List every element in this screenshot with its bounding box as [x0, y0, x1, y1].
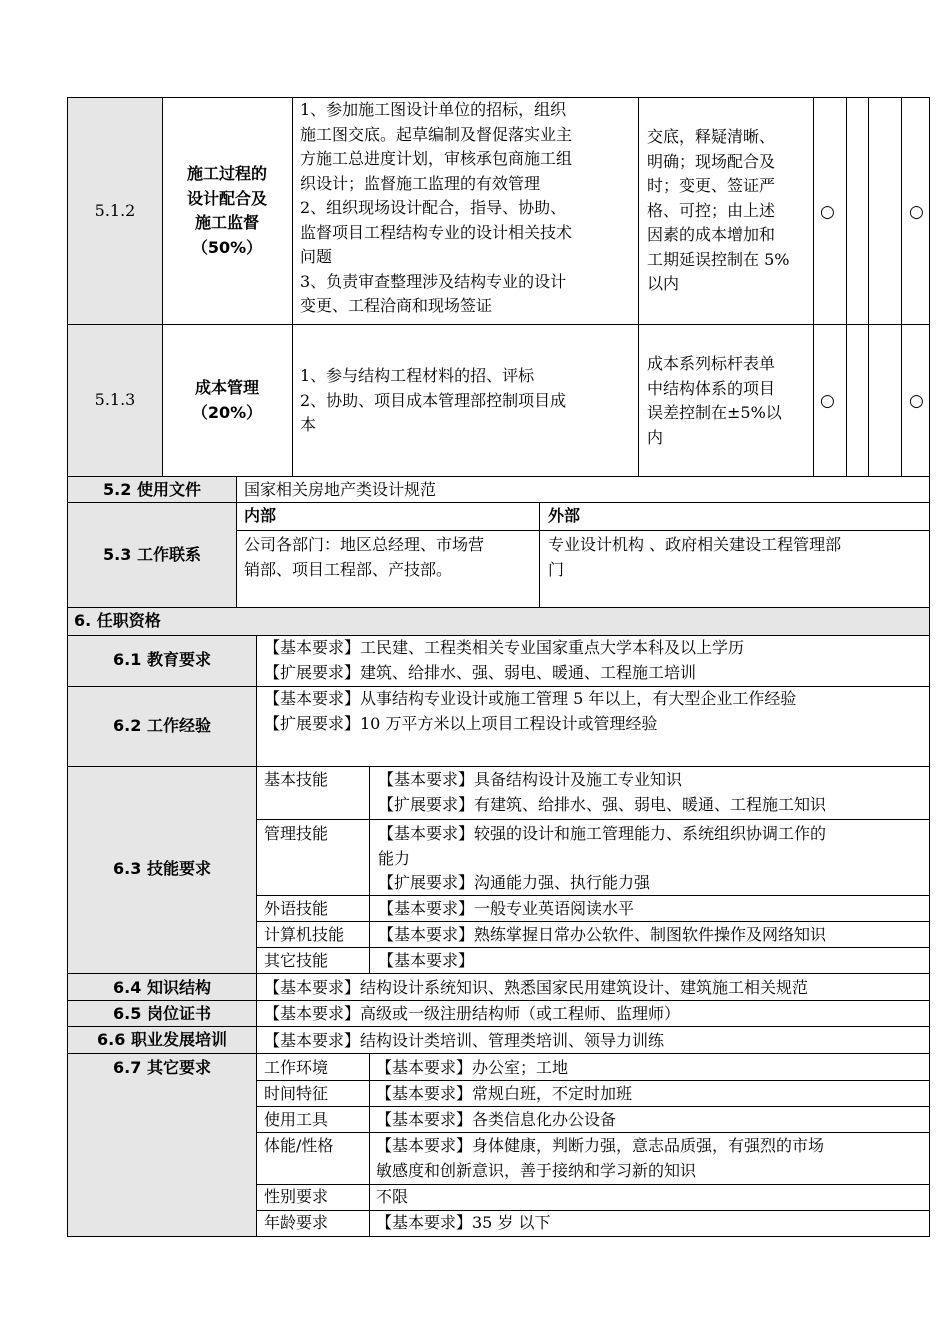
- s67-row-value: 【基本要求】35 岁 以下: [376, 1213, 551, 1232]
- table-border: [929, 97, 930, 1237]
- table-border: [68, 324, 930, 325]
- table-border: [813, 97, 814, 477]
- row-513-mark-1: ○: [820, 391, 835, 411]
- table-border: [256, 947, 930, 948]
- s53-external: 专业设计机构 、政府相关建设工程管理部 门: [548, 535, 842, 579]
- s61-label: 6.1 教育要求: [113, 650, 211, 670]
- s62-value: 【基本要求】从事结构专业设计或施工管理 5 年以上，有大型企业工作经验 【扩展要求】10 万平方米以上项目工程设计或管理经验: [264, 689, 797, 733]
- s67-row-value: 【基本要求】常规白班，不定时加班: [376, 1084, 633, 1103]
- s52-value: 国家相关房地产类设计规范: [244, 480, 437, 499]
- table-border: [68, 766, 930, 767]
- s63-row-value: 【基本要求】具备结构设计及施工专业知识 【扩展要求】有建筑、给排水、强、弱电、暖通、工程施工知识: [378, 770, 827, 814]
- table-border: [539, 503, 540, 607]
- table-border: [256, 895, 930, 896]
- s65-value: 【基本要求】高级或一级注册结构师（或工程师、监理师）: [264, 1004, 681, 1023]
- row-512-code: 5.1.2: [94, 200, 136, 220]
- s67-row-value: 不限: [376, 1187, 409, 1206]
- table-border: [256, 921, 930, 922]
- s63-row-name: 计算机技能: [264, 925, 345, 944]
- table-border: [68, 1236, 930, 1237]
- s63-row-value: 【基本要求】一般专业英语阅读水平: [378, 899, 635, 918]
- s66-value: 【基本要求】结构设计类培训、管理类培训、领导力训练: [264, 1031, 665, 1050]
- s63-row-name: 基本技能: [264, 770, 329, 789]
- row-513-standard: 成本系列标杆表单 中结构体系的项目 误差控制在±5%以 内: [647, 354, 782, 447]
- s67-row-value: 【基本要求】各类信息化办公设备: [376, 1110, 617, 1129]
- s61-value: 【基本要求】工民建、工程类相关专业国家重点大学本科及以上学历 【扩展要求】建筑、给排水、强、弱电、暖通、工程施工培训: [264, 638, 745, 682]
- s63-row-value: 【基本要求】熟练掌握日常办公软件、制图软件操作及网络知识: [378, 925, 827, 944]
- s67-row-value: 【基本要求】办公室；工地: [376, 1058, 569, 1077]
- s52-label: 5.2 使用文件: [103, 479, 201, 499]
- table-border: [256, 635, 257, 1237]
- row-512-mark-2: ○: [909, 202, 924, 222]
- s67-row-name: 工作环境: [264, 1058, 329, 1077]
- table-border: [68, 635, 930, 636]
- table-border: [68, 476, 930, 477]
- table-border: [369, 1053, 370, 1237]
- s67-row-name: 使用工具: [264, 1110, 329, 1129]
- s53-label: 5.3 工作联系: [103, 544, 201, 564]
- row-513-content: 1、参与结构工程材料的招、评标 2、协助、项目成本管理部控制项目成 本: [300, 366, 567, 434]
- table-border: [68, 97, 930, 98]
- table-border: [256, 819, 930, 820]
- s65-label: 6.5 岗位证书: [113, 1003, 211, 1023]
- s67-row-name: 时间特征: [264, 1084, 329, 1103]
- s53-internal-header: 内部: [244, 506, 277, 525]
- row-512-standard: 交底，释疑清晰、 明确；现场配合及 时；变更、签证严 格、可控；由上述 因素的成本增加和 工期延误控制在 5% 以内: [647, 127, 790, 293]
- table-border: [68, 1026, 930, 1027]
- s67-row-name: 体能/性格: [264, 1136, 334, 1155]
- s66-label: 6.6 职业发展培训: [97, 1030, 227, 1050]
- table-border: [68, 607, 930, 608]
- s63-row-name: 管理技能: [264, 824, 329, 843]
- s62-label: 6.2 工作经验: [113, 715, 211, 735]
- s67-row-name: 性别要求: [264, 1187, 329, 1206]
- s67-row-name: 年龄要求: [264, 1213, 329, 1232]
- table-border: [369, 766, 370, 973]
- table-border: [256, 1106, 930, 1107]
- table-border: [256, 1184, 930, 1185]
- row-513-title: 成本管理 （20%）: [191, 378, 263, 422]
- row-513-mark-2: ○: [909, 391, 924, 411]
- s67-row-value: 【基本要求】身体健康，判断力强，意志品质强，有强烈的市场 敏感度和创新意识，善于接纳和学习新的知识: [376, 1136, 825, 1180]
- table-border: [162, 97, 163, 477]
- table-border: [68, 973, 930, 974]
- s67-label: 6.7 其它要求: [113, 1058, 211, 1077]
- row-513-code: 5.1.3: [94, 390, 136, 410]
- table-border: [256, 1132, 930, 1133]
- table-border: [67, 97, 68, 1237]
- table-border: [68, 1053, 930, 1054]
- table-border: [256, 1080, 930, 1081]
- table-border: [68, 686, 930, 687]
- table-border: [846, 97, 847, 477]
- table-border: [256, 1210, 930, 1211]
- s63-row-name: 其它技能: [264, 951, 329, 970]
- table-border: [68, 1000, 930, 1001]
- s63-row-value: 【基本要求】较强的设计和施工管理能力、系统组织协调工作的 能力 【扩展要求】沟通能力强、执行能力强: [378, 824, 827, 892]
- s64-label: 6.4 知识结构: [113, 977, 211, 997]
- row-512-content: 1、参加施工图设计单位的招标，组织 施工图交底。起草编制及督促落实业主 方施工总进度计划，审核承包商施工组 织设计；监督施工监理的有效管理 2、组织现场设计配合，指导、协助、 监督项目工程结构专业的设计相关技术 问题 3、负责审查整理涉及结构专业的设计 变更、工程洽商和现场签证: [300, 100, 573, 315]
- s63-row-value: 【基本要求】: [378, 951, 475, 970]
- table-border: [638, 97, 639, 477]
- table-border: [68, 502, 930, 503]
- s53-internal: 公司各部门：地区总经理、市场营 销部、项目工程部、产技部。: [244, 535, 485, 579]
- table-border: [292, 97, 293, 477]
- table-border: [236, 477, 237, 607]
- table-border: [868, 97, 869, 477]
- row-512-title: 施工过程的 设计配合及 施工监督 （50%）: [186, 164, 267, 257]
- table-border: [901, 97, 902, 477]
- s63-row-name: 外语技能: [264, 899, 329, 918]
- s64-value: 【基本要求】结构设计系统知识、熟悉国家民用建筑设计、建筑施工相关规范: [264, 978, 809, 997]
- s6-label: 6. 任职资格: [74, 611, 161, 630]
- s53-external-header: 外部: [548, 506, 581, 525]
- s63-label: 6.3 技能要求: [113, 859, 211, 879]
- table-border: [236, 530, 930, 531]
- row-512-mark-1: ○: [820, 202, 835, 222]
